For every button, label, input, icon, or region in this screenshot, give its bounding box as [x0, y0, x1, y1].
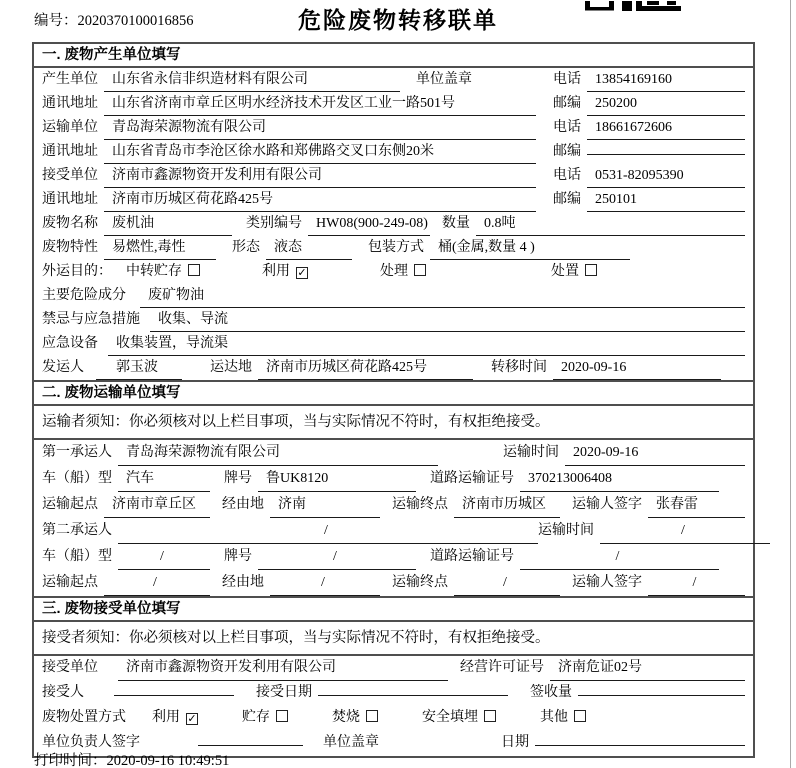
- transport-time1-label: 运输时间: [503, 445, 559, 460]
- shipper-label: 发运人: [42, 360, 84, 375]
- row-transporter: [34, 116, 753, 140]
- document-number-value: 2020370100016856: [77, 13, 194, 29]
- transporter-address-label: 通讯地址: [42, 144, 98, 159]
- row-vehicle1: [34, 466, 753, 492]
- disposal-incineration-label: 焚烧: [332, 710, 360, 725]
- qr-code-fragment: [585, 0, 690, 16]
- row-route1: [34, 492, 753, 518]
- row-shipper: [34, 356, 753, 380]
- producer-address-label: 通讯地址: [42, 96, 98, 111]
- license-value: 济南危证02号: [550, 656, 745, 681]
- receipt-qty-value: [578, 695, 745, 696]
- first-carrier-value: 青岛海荣源物流有限公司: [118, 440, 438, 466]
- second-carrier-value: /: [118, 518, 538, 544]
- page-title: 危险废物转移联单: [298, 7, 498, 33]
- responsible-sign-value: [198, 745, 303, 746]
- section-receiver: [32, 598, 755, 758]
- purpose-disposal-label: 处置: [551, 264, 579, 279]
- accept-date-value: [318, 695, 508, 696]
- row-taboo-measures: [34, 308, 753, 332]
- plate2-value: /: [258, 544, 416, 570]
- accept-unit-value: 济南市鑫源物资开发利用有限公司: [118, 656, 448, 681]
- disposal-storage-label: 贮存: [242, 710, 270, 725]
- receiver-zip-label: 邮编: [553, 192, 581, 207]
- road-permit2-label: 道路运输证号: [430, 549, 514, 564]
- via2-value: /: [270, 570, 380, 596]
- checkbox-disposal-landfill: [484, 710, 496, 722]
- row-first-carrier: [34, 440, 753, 466]
- producer-label: 产生单位: [42, 72, 98, 87]
- transporter-zip-value: [587, 154, 745, 155]
- row-hazard-component: [34, 284, 753, 308]
- transporter-zip-label: 邮编: [553, 144, 581, 159]
- transport-time1-value: 2020-09-16: [565, 440, 745, 466]
- disposal-option-reuse: [152, 706, 198, 730]
- section-producer: [32, 42, 755, 382]
- responsible-sign-label: 单位负责人签字: [42, 735, 140, 750]
- plate1-value: 鲁UK8120: [258, 466, 416, 492]
- producer-zip-value: 250200: [587, 92, 745, 116]
- receiver-address-value: 济南市历城区荷花路425号: [104, 188, 536, 212]
- waste-trait-label: 废物特性: [42, 240, 98, 255]
- checkbox-disposal-reuse: ✓: [187, 712, 197, 725]
- transporter-phone-value: 18661672606: [587, 116, 745, 140]
- purpose-option-treatment: [380, 260, 426, 283]
- first-carrier-label: 第一承运人: [42, 445, 112, 460]
- document-number-label: 编号：: [34, 13, 78, 29]
- destination-label: 运达地: [210, 360, 252, 375]
- receiver-seal-label: 单位盖章: [323, 735, 379, 750]
- accept-unit-label: 接受单位: [42, 660, 98, 675]
- producer-address-value: 山东省济南市章丘区明水经济技术开发区工业一路501号: [104, 92, 536, 116]
- receiver-zip-value: 250101: [587, 188, 745, 212]
- shipper-value: 郭玉波: [96, 356, 182, 380]
- vehicle-type1-value: 汽车: [118, 466, 210, 492]
- purpose-option-reuse: [262, 260, 308, 283]
- vehicle-type1-label: 车（船）型: [42, 471, 112, 486]
- row-second-carrier: [34, 518, 753, 544]
- receipt-qty-label: 签收量: [530, 685, 572, 700]
- checkbox-disposal-incineration: [366, 710, 378, 722]
- waste-quantity-value: 0.8吨: [476, 212, 745, 236]
- waste-name-label: 废物名称: [42, 216, 98, 231]
- transport-time2-label: 运输时间: [538, 523, 594, 538]
- row-acceptor: [34, 681, 753, 706]
- via1-value: 济南: [270, 492, 380, 518]
- origin1-value: 济南市章丘区: [104, 492, 210, 518]
- section-transporter: [32, 382, 755, 598]
- producer-phone-label: 电话: [553, 72, 581, 87]
- emergency-equipment-label: 应急设备: [42, 336, 98, 351]
- plate2-label: 牌号: [224, 549, 252, 564]
- transfer-time-label: 转移时间: [491, 360, 547, 375]
- checkbox-disposal-storage: [276, 710, 288, 722]
- receiver-phone-label: 电话: [553, 168, 581, 183]
- disposal-option-storage: [242, 706, 288, 730]
- disposal-other-label: 其他: [540, 710, 568, 725]
- hazard-component-label: 主要危险成分: [42, 288, 126, 303]
- producer-phone-value: 13854169160: [587, 68, 745, 92]
- receiver-value: 济南市鑫源物资开发利用有限公司: [104, 164, 536, 188]
- disposal-reuse-label: 利用: [152, 710, 180, 725]
- row-accept-unit: [34, 656, 753, 681]
- via2-label: 经由地: [222, 575, 264, 590]
- checkbox-disposal-other: [574, 710, 586, 722]
- row-transfer-purpose: [34, 260, 753, 284]
- row-disposal-method: [34, 706, 753, 731]
- checkbox-reuse: ✓: [297, 266, 307, 279]
- transporter-notice: 运输者须知：你必须核对以上栏目事项，当与实际情况不符时，有权拒绝接受。: [34, 406, 753, 440]
- waste-trait-value: 易燃性,毒性: [104, 236, 216, 260]
- checkbox-treatment: [414, 264, 426, 276]
- transporter-label: 运输单位: [42, 120, 98, 135]
- waste-form-value: 液态: [266, 236, 352, 260]
- purpose-treatment-label: 处理: [380, 264, 408, 279]
- row-route2: [34, 570, 753, 596]
- receiver-label: 接受单位: [42, 168, 98, 183]
- transporter-address-value: 山东省青岛市李沧区徐水路和郑佛路交叉口东侧20米: [104, 140, 536, 164]
- receiver-notice: 接受者须知：你必须核对以上栏目事项，当与实际情况不符时，有权拒绝接受。: [34, 622, 753, 656]
- emergency-equipment-value: 收集装置，导流渠: [108, 332, 745, 356]
- destination-value: 济南市历城区荷花路425号: [258, 356, 473, 380]
- checkbox-disposal: [585, 264, 597, 276]
- plate1-label: 牌号: [224, 471, 252, 486]
- purpose-option-transit-storage: [126, 260, 200, 283]
- row-vehicle2: [34, 544, 753, 570]
- section-receiver-header: 三. 废物接受单位填写: [34, 598, 753, 622]
- road-permit2-value: /: [520, 544, 719, 570]
- transporter-phone-label: 电话: [553, 120, 581, 135]
- packing-method-label: 包装方式: [368, 240, 424, 255]
- taboo-measures-value: 收集、导流: [150, 308, 745, 332]
- purpose-transit-storage-label: 中转贮存: [126, 264, 182, 279]
- receiver-address-label: 通讯地址: [42, 192, 98, 207]
- section-transporter-header: 二. 废物运输单位填写: [34, 382, 753, 406]
- road-permit1-label: 道路运输证号: [430, 471, 514, 486]
- dest1-value: 济南市历城区: [454, 492, 560, 518]
- carrier-sign1-label: 运输人签字: [572, 497, 642, 512]
- license-label: 经营许可证号: [460, 660, 544, 675]
- second-carrier-label: 第二承运人: [42, 523, 112, 538]
- waste-category-label: 类别编号: [246, 216, 302, 231]
- carrier-sign1-value: 张春雷: [648, 492, 745, 518]
- disposal-option-other: [540, 706, 586, 730]
- disposal-landfill-label: 安全填埋: [422, 710, 478, 725]
- transport-time2-value: /: [600, 518, 770, 544]
- print-time-label: 打印时间：: [34, 753, 107, 768]
- row-producer: [34, 68, 753, 92]
- carrier-sign2-value: /: [648, 570, 745, 596]
- hazard-component-value: 废矿物油: [140, 284, 745, 308]
- receiver-date-label: 日期: [501, 735, 529, 750]
- producer-zip-label: 邮编: [553, 96, 581, 111]
- row-receiver: [34, 164, 753, 188]
- disposal-option-landfill: [422, 706, 496, 730]
- unit-seal-label: 单位盖章: [416, 72, 472, 87]
- row-receiver-address: [34, 188, 753, 212]
- dest2-label: 运输终点: [392, 575, 448, 590]
- purpose-reuse-label: 利用: [262, 264, 290, 279]
- carrier-sign2-label: 运输人签字: [572, 575, 642, 590]
- print-time-value: 2020-09-16 10:49:51: [106, 753, 230, 768]
- taboo-measures-label: 禁忌与应急措施: [42, 312, 140, 327]
- origin1-label: 运输起点: [42, 497, 98, 512]
- manifest-form: [32, 42, 755, 758]
- waste-form-label: 形态: [232, 240, 260, 255]
- producer-value: 山东省永信非织造材料有限公司: [104, 68, 400, 92]
- section-producer-header: 一. 废物产生单位填写: [34, 44, 753, 68]
- vehicle-type2-value: /: [118, 544, 210, 570]
- print-time: [34, 749, 229, 768]
- disposal-method-label: 废物处置方式: [42, 710, 126, 725]
- road-permit1-value: 370213006408: [520, 466, 719, 492]
- transfer-purpose-label: 外运目的：: [42, 264, 112, 279]
- packing-method-value: 桶(金属,数量 4 ): [430, 236, 630, 260]
- dest1-label: 运输终点: [392, 497, 448, 512]
- purpose-option-disposal: [551, 260, 597, 283]
- receiver-date-value: [535, 745, 745, 746]
- page-edge-line: [790, 0, 791, 768]
- waste-name-value: 废机油: [104, 212, 232, 236]
- row-transporter-address: [34, 140, 753, 164]
- transfer-time-value: 2020-09-16: [553, 356, 721, 380]
- disposal-option-incineration: [332, 706, 378, 730]
- dest2-value: /: [454, 570, 560, 596]
- waste-quantity-label: 数量: [442, 216, 470, 231]
- checkbox-transit-storage: [188, 264, 200, 276]
- acceptor-label: 接受人: [42, 685, 84, 700]
- acceptor-value: [114, 695, 234, 696]
- waste-category-value: HW08(900-249-08): [308, 212, 430, 236]
- origin2-label: 运输起点: [42, 575, 98, 590]
- accept-date-label: 接受日期: [256, 685, 312, 700]
- row-waste-name: [34, 212, 753, 236]
- receiver-phone-value: 0531-82095390: [587, 164, 745, 188]
- row-waste-trait: [34, 236, 753, 260]
- transporter-value: 青岛海荣源物流有限公司: [104, 116, 536, 140]
- vehicle-type2-label: 车（船）型: [42, 549, 112, 564]
- via1-label: 经由地: [222, 497, 264, 512]
- origin2-value: /: [104, 570, 210, 596]
- row-producer-address: [34, 92, 753, 116]
- row-emergency-equipment: [34, 332, 753, 356]
